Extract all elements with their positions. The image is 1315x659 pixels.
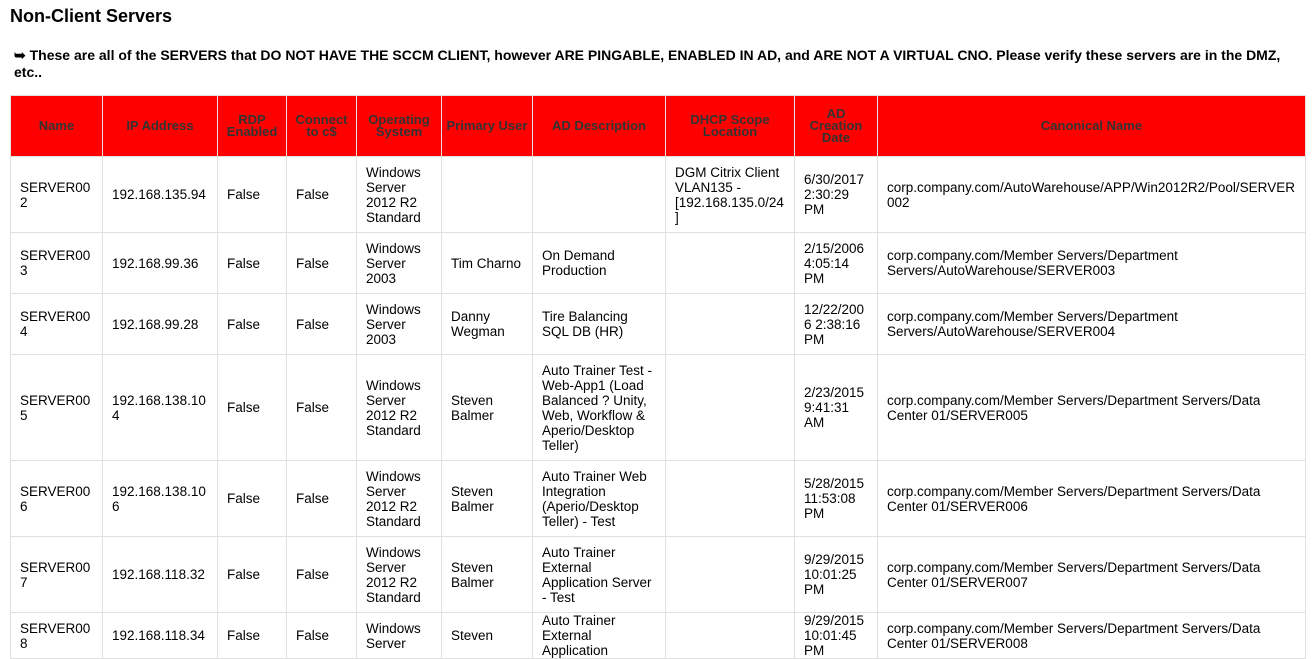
cell-user: Steven Balmer: [442, 537, 533, 613]
cell-description: Auto Trainer Test - Web-App1 (Load Balanced ? Unity, Web, Workflow & Aperio/Desktop Teller): [533, 355, 666, 461]
column-header-canonical[interactable]: Canonical Name: [878, 96, 1306, 157]
cell-canonical: corp.company.com/Member Servers/Department Servers/AutoWarehouse/SERVER004: [878, 294, 1306, 355]
cell-description: Auto Trainer External Application Server - Test: [533, 537, 666, 613]
cell-canonical: corp.company.com/AutoWarehouse/APP/Win2012R2/Pool/SERVER002: [878, 157, 1306, 233]
cell-name: SERVER004: [11, 294, 103, 355]
notice-text: [14, 47, 1304, 81]
column-header-user[interactable]: Primary User: [442, 96, 533, 157]
cell-dhcp: [666, 613, 795, 659]
cell-name: SERVER008: [11, 613, 103, 659]
cell-connect: False: [287, 461, 357, 537]
cell-name: SERVER007: [11, 537, 103, 613]
cell-description: Auto Trainer External Application: [533, 613, 666, 659]
cell-canonical: corp.company.com/Member Servers/Department Servers/Data Center 01/SERVER007: [878, 537, 1306, 613]
table-row: [11, 355, 1306, 461]
cell-canonical: corp.company.com/Member Servers/Department Servers/Data Center 01/SERVER005: [878, 355, 1306, 461]
arrow-icon: ➥: [14, 47, 26, 63]
cell-dhcp: [666, 355, 795, 461]
cell-rdp: False: [218, 157, 287, 233]
cell-created: 6/30/2017 2:30:29 PM: [795, 157, 878, 233]
cell-os: Windows Server 2003: [357, 233, 442, 294]
table-row: [11, 613, 1306, 659]
cell-description: Auto Trainer Web Integration (Aperio/Desktop Teller) - Test: [533, 461, 666, 537]
cell-description: [533, 157, 666, 233]
cell-name: SERVER002: [11, 157, 103, 233]
cell-os: Windows Server: [357, 613, 442, 659]
cell-dhcp: DGM Citrix Client VLAN135 - [192.168.135.0/24]: [666, 157, 795, 233]
cell-dhcp: [666, 461, 795, 537]
column-header-created[interactable]: AD Creation Date: [795, 96, 878, 157]
cell-created: 5/28/2015 11:53:08 PM: [795, 461, 878, 537]
cell-name: SERVER005: [11, 355, 103, 461]
column-header-os[interactable]: Operating System: [357, 96, 442, 157]
column-header-connect[interactable]: Connect to c$: [287, 96, 357, 157]
table-row: [11, 157, 1306, 233]
cell-rdp: False: [218, 613, 287, 659]
table-row: [11, 233, 1306, 294]
cell-user: [442, 157, 533, 233]
cell-rdp: False: [218, 537, 287, 613]
cell-os: Windows Server 2012 R2 Standard: [357, 537, 442, 613]
cell-dhcp: [666, 294, 795, 355]
cell-user: Tim Charno: [442, 233, 533, 294]
cell-rdp: False: [218, 461, 287, 537]
header-row: [11, 96, 1306, 157]
notice-message: These are all of the SERVERS that DO NOT HAVE THE SCCM CLIENT, however ARE PINGABLE, ENABLED IN AD, and ARE NOT A VIRTUAL CNO. Please verify these servers are in the DMZ, etc..: [14, 47, 1281, 80]
column-header-name[interactable]: Name: [11, 96, 103, 157]
cell-dhcp: [666, 233, 795, 294]
cell-ip: 192.168.118.34: [103, 613, 218, 659]
cell-user: Danny Wegman: [442, 294, 533, 355]
table-row: [11, 461, 1306, 537]
cell-rdp: False: [218, 233, 287, 294]
cell-os: Windows Server 2012 R2 Standard: [357, 355, 442, 461]
page-title: Non-Client Servers: [10, 6, 173, 26]
cell-os: Windows Server 2012 R2 Standard: [357, 461, 442, 537]
cell-user: Steven: [442, 613, 533, 659]
column-header-description[interactable]: AD Description: [533, 96, 666, 157]
cell-canonical: corp.company.com/Member Servers/Department Servers/AutoWarehouse/SERVER003: [878, 233, 1306, 294]
cell-canonical: corp.company.com/Member Servers/Department Servers/Data Center 01/SERVER008: [878, 613, 1306, 659]
cell-name: SERVER003: [11, 233, 103, 294]
cell-rdp: False: [218, 355, 287, 461]
column-header-rdp[interactable]: RDP Enabled: [218, 96, 287, 157]
column-header-ip[interactable]: IP Address: [103, 96, 218, 157]
cell-ip: 192.168.135.94: [103, 157, 218, 233]
cell-ip: 192.168.118.32: [103, 537, 218, 613]
cell-created: 2/23/2015 9:41:31 AM: [795, 355, 878, 461]
column-header-dhcp[interactable]: DHCP Scope Location: [666, 96, 795, 157]
servers-table: [10, 95, 1306, 659]
cell-user: Steven Balmer: [442, 461, 533, 537]
cell-connect: False: [287, 355, 357, 461]
cell-ip: 192.168.99.36: [103, 233, 218, 294]
cell-connect: False: [287, 613, 357, 659]
table-row: [11, 294, 1306, 355]
cell-user: Steven Balmer: [442, 355, 533, 461]
cell-description: On Demand Production: [533, 233, 666, 294]
cell-os: Windows Server 2012 R2 Standard: [357, 157, 442, 233]
cell-ip: 192.168.99.28: [103, 294, 218, 355]
cell-name: SERVER006: [11, 461, 103, 537]
cell-created: 2/15/2006 4:05:14 PM: [795, 233, 878, 294]
cell-os: Windows Server 2003: [357, 294, 442, 355]
cell-ip: 192.168.138.104: [103, 355, 218, 461]
cell-rdp: False: [218, 294, 287, 355]
cell-ip: 192.168.138.106: [103, 461, 218, 537]
cell-connect: False: [287, 294, 357, 355]
cell-created: 9/29/2015 10:01:25 PM: [795, 537, 878, 613]
cell-created: 12/22/2006 2:38:16 PM: [795, 294, 878, 355]
cell-connect: False: [287, 537, 357, 613]
cell-dhcp: [666, 537, 795, 613]
cell-connect: False: [287, 157, 357, 233]
table-row: [11, 537, 1306, 613]
cell-description: Tire Balancing SQL DB (HR): [533, 294, 666, 355]
cell-connect: False: [287, 233, 357, 294]
cell-canonical: corp.company.com/Member Servers/Department Servers/Data Center 01/SERVER006: [878, 461, 1306, 537]
cell-created: 9/29/2015 10:01:45 PM: [795, 613, 878, 659]
